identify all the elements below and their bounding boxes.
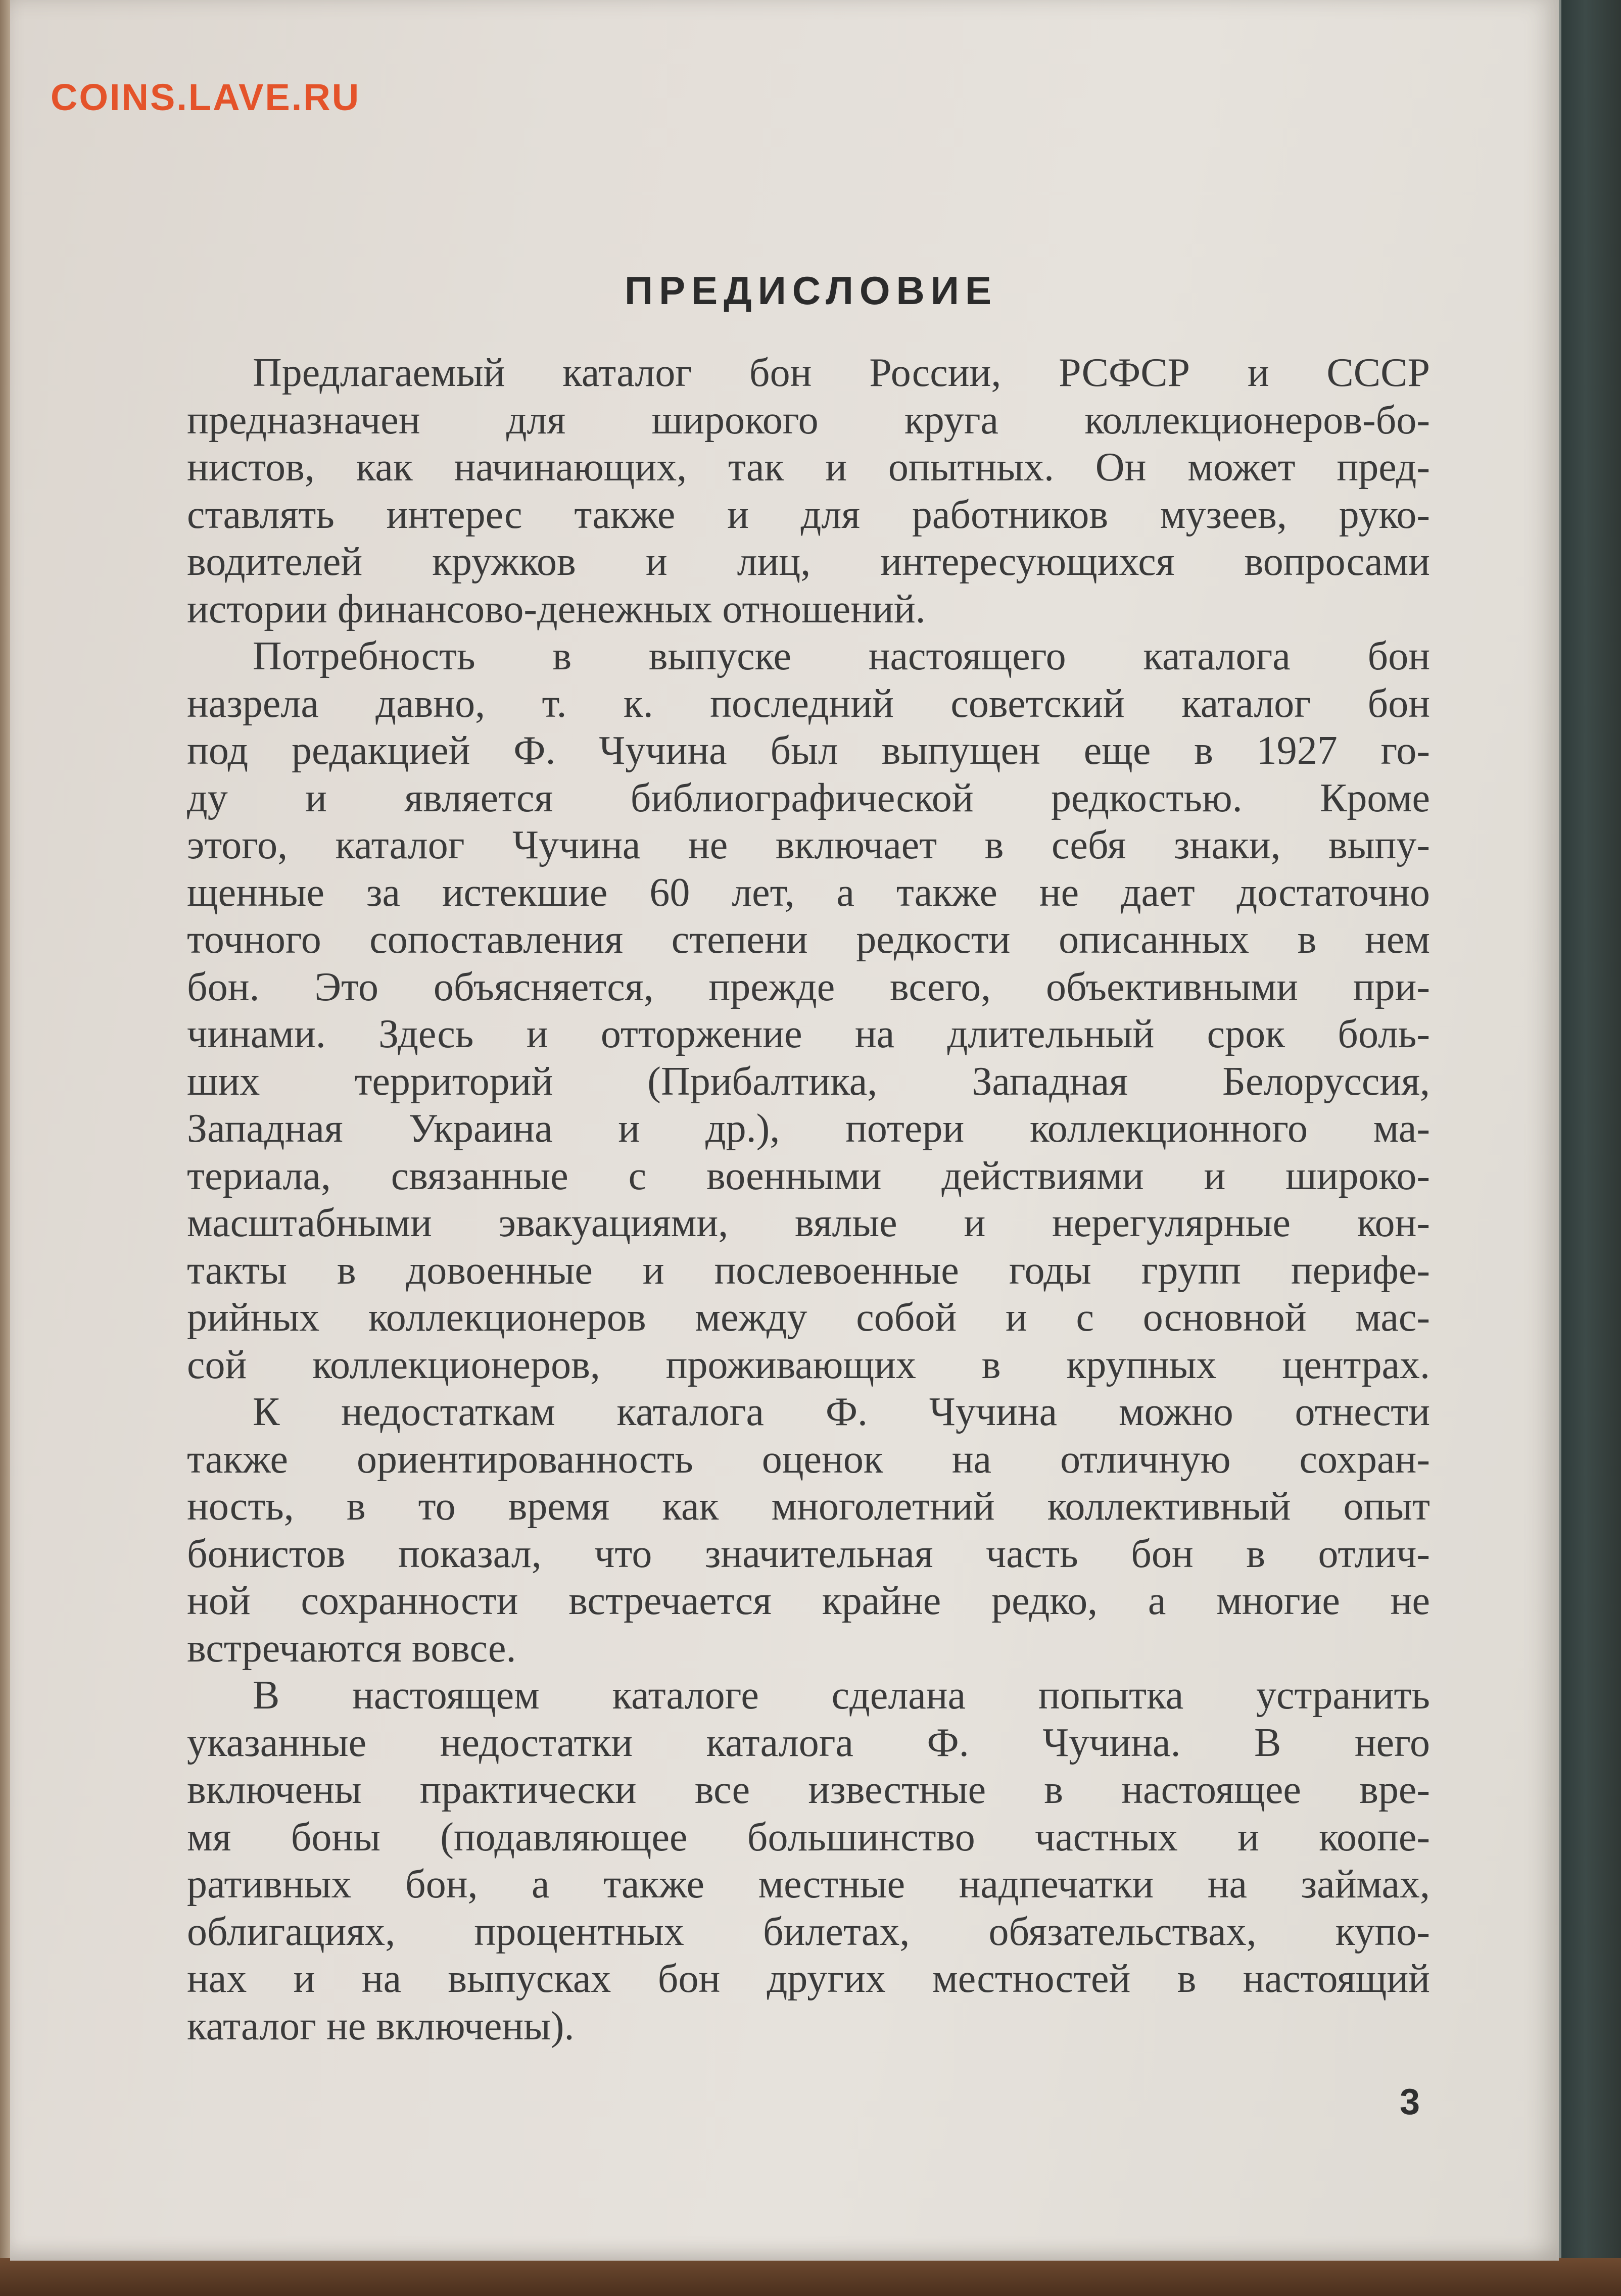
book-cover [1561, 0, 1621, 2296]
watermark: COINS.LAVE.RU [51, 76, 361, 118]
text-line: бонистов показал, что значительная часть бон в отлич- [187, 1531, 1430, 1576]
text-line: нах и на выпусках бон других местностей в настоящий [187, 1957, 1430, 2001]
text-line: масштабными эвакуациями, вялые и нерегулярные кон- [187, 1201, 1430, 1245]
text-line: каталог не включены). [187, 2004, 575, 2048]
text-line: щенные за истекшие 60 лет, а также не дает достаточно [187, 870, 1430, 915]
text-line: нистов, как начинающих, так и опытных. Он может пред- [187, 445, 1430, 490]
text-line: ративных бон, а также местные надпечатки на займах, [187, 1862, 1430, 1907]
text-line: Западная Украина и др.), потери коллекционного ма- [187, 1106, 1430, 1151]
text-line: териала, связанные с военными действиями и широко- [187, 1153, 1430, 1198]
text-line: ной сохранности встречается крайне редко, а многие не [187, 1579, 1430, 1623]
text-line: назрела давно, т. к. последний советский каталог бон [187, 681, 1430, 726]
text-line: облигациях, процентных билетах, обязательствах, купо- [187, 1909, 1430, 1954]
text-line: включены практически все известные в настоящее вре- [187, 1768, 1430, 1812]
text-line: сой коллекционеров, проживающих в крупных центрах. [187, 1342, 1430, 1387]
table-surface [0, 2258, 1621, 2296]
text-line: мя боны (подавляющее большинство частных и коопе- [187, 1815, 1430, 1860]
page-number: 3 [1400, 2082, 1420, 2122]
text-line: рийных коллекционеров между собой и с основной мас- [187, 1295, 1430, 1340]
text-line: истории финансово-денежных отношений. [187, 587, 926, 631]
text-line: ших территорий (Прибалтика, Западная Белоруссия, [187, 1059, 1430, 1104]
text-line: ность, в то время как многолетний коллективный опыт [187, 1484, 1430, 1529]
text-line: указанные недостатки каталога Ф. Чучина. В него [187, 1720, 1430, 1765]
text-line: чинами. Здесь и отторжение на длительный срок боль- [187, 1012, 1430, 1056]
text-line: ду и является библиографической редкостью. Кроме [187, 775, 1430, 820]
text-line: под редакцией Ф. Чучина был выпущен еще в 1927 го- [187, 728, 1430, 773]
text-line: также ориентированность оценок на отличную сохран- [187, 1437, 1430, 1482]
text-line: бон. Это объясняется, прежде всего, объективными при- [187, 964, 1430, 1009]
text-line: точного сопоставления степени редкости описанных в нем [187, 917, 1430, 962]
text-line: такты в довоенные и послевоенные годы групп перифе- [187, 1248, 1430, 1293]
text-line: водителей кружков и лиц, интересующихся вопросами [187, 540, 1430, 584]
text-line: Предлагаемый каталог бон России, РСФСР и СССР [253, 351, 1430, 395]
page-heading: ПРЕДИСЛОВИЕ [625, 268, 997, 313]
text-line: Потребность в выпуске настоящего каталога бон [253, 634, 1430, 678]
text-line: встречаются вовсе. [187, 1626, 516, 1671]
text-line: В настоящем каталоге сделана попытка устранить [253, 1673, 1430, 1718]
body-text [187, 350, 1430, 2050]
text-line: этого, каталог Чучина не включает в себя знаки, выпу- [187, 823, 1430, 867]
text-line: К недостаткам каталога Ф. Чучина можно отнести [253, 1390, 1430, 1434]
text-line: предназначен для широкого круга коллекционеров-бо- [187, 398, 1430, 443]
text-line: ставлять интерес также и для работников музеев, руко- [187, 492, 1430, 537]
